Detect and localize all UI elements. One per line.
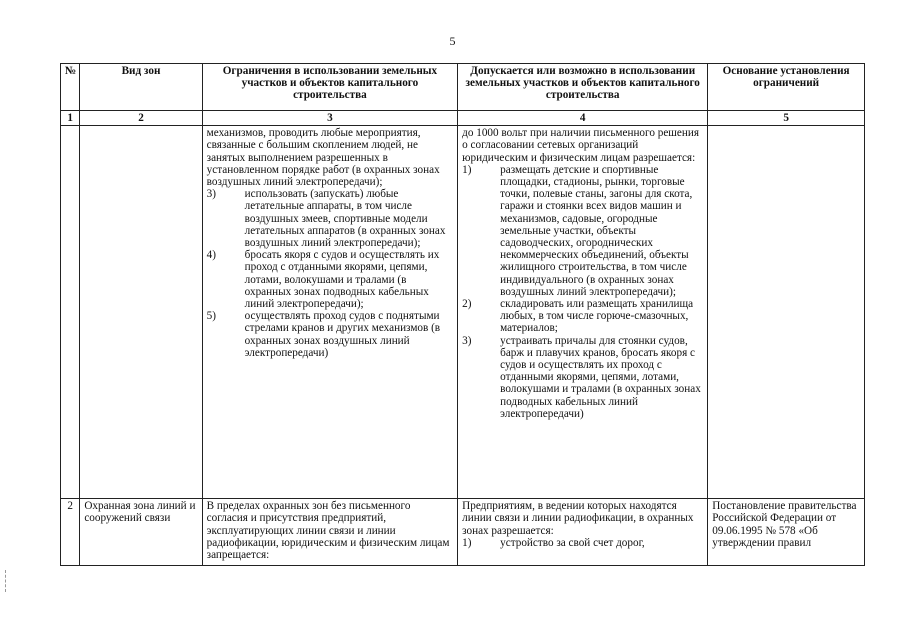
- list-item-number: 1): [462, 536, 472, 549]
- cell-zone: Охранная зона линий и сооружений связи: [80, 499, 202, 566]
- column-number: 5: [708, 111, 865, 126]
- page-number: 5: [449, 34, 456, 48]
- list-item: [462, 298, 703, 335]
- header-zone: Вид зон: [80, 64, 202, 111]
- list-item-text: устраивать причалы для стоянки судов, барж и плавучих кранов, бросать якоря с судов и осуществлять их проход с отданными якорями, цепями, лотами, волокушами и тралами (в охранных зонах подводных кабельных линий электропередачи): [500, 334, 701, 420]
- cell-basis: Постановление правительства Российской Федерации от 09.06.1995 № 578 «Об утверждении правил: [708, 499, 865, 566]
- zones-table: [60, 63, 865, 566]
- list-item: [207, 249, 453, 310]
- column-number: 1: [61, 111, 80, 126]
- cell-basis-empty: [708, 126, 865, 499]
- list-item-number: 3): [462, 334, 472, 347]
- list-item-text: складировать или размещать хранилища любых, в том числе горюче-смазочных, материалов;: [500, 298, 694, 335]
- cell-allowed: [458, 126, 708, 499]
- list-item: [207, 310, 453, 359]
- restrictions-lead: механизмов, проводить любые мероприятия, связанные с большим скоплением людей, не занятых выполнением разрешенных в установленном порядке работ (в охранных зонах воздушных линий электропередачи);: [206, 127, 440, 189]
- list-item-number: 1): [462, 163, 472, 176]
- list-item-text: бросать якоря с судов и осуществлять их проход с отданными якорями, цепями, лотами, волокушами и тралами (в охранных зонах подводных кабельных линий электропередачи);: [244, 249, 440, 311]
- cell-restrictions: В пределах охранных зон без письменного согласия и присутствия предприятий, эксплуатирующих линии связи и линии радиофикации, юридическим и физическим лицам запрещается:: [202, 499, 457, 566]
- column-number: 3: [202, 111, 457, 126]
- scan-artifact: [5, 570, 8, 592]
- list-item-text: устройство за свой счет дорог,: [500, 536, 645, 549]
- list-item: [462, 164, 703, 298]
- table-row-2: [61, 499, 865, 566]
- header-restrictions: Ограничения в использовании земельных участков и объектов капитального строительства: [202, 64, 457, 111]
- column-number: 4: [458, 111, 708, 126]
- cell-num: 2: [61, 499, 80, 566]
- list-item: [462, 537, 703, 549]
- header-basis: Основание установления ограничений: [708, 64, 865, 111]
- cell-allowed: [458, 499, 708, 566]
- list-item-number: 4): [206, 249, 216, 262]
- header-num: №: [61, 64, 80, 111]
- list-item-number: 2): [462, 298, 472, 311]
- column-number-row: [61, 111, 865, 126]
- list-item: [207, 188, 453, 249]
- allowed-lead: до 1000 вольт при наличии письменного решения о согласовании сетевых организаций юридическим и физическим лицам разрешается:: [462, 127, 699, 164]
- cell-zone-empty: [80, 126, 202, 499]
- list-item-text: размещать детские и спортивные площадки, стадионы, рынки, торговые точки, полевые станы, загоны для скота, гаражи и стоянки всех видов машин и механизмов, садовые, огородные земельные участки, объекты садоводческих, огороднических некоммерческих объединений, объекты жилищного строительства, в том числе индивидуального (в охранных зонах воздушных линий электропередачи);: [500, 163, 693, 298]
- header-allowed: Допускается или возможно в использовании земельных участков и объектов капитального строительства: [458, 64, 708, 111]
- list-item-text: использовать (запускать) любые летательные аппараты, в том числе воздушных змеев, спортивные модели летательных аппаратов (в охранных зонах воздушных линий электропередачи);: [244, 188, 446, 250]
- table-row-continued: [61, 126, 865, 499]
- list-item-number: 5): [206, 310, 216, 323]
- cell-restrictions: [202, 126, 457, 499]
- table-header-row: [61, 64, 865, 111]
- list-item-text: осуществлять проход судов с поднятыми стрелами кранов и других механизмов (в охранных зонах воздушных линий электропередачи): [244, 310, 441, 359]
- cell-num-empty: [61, 126, 80, 499]
- list-item: [462, 335, 703, 420]
- allowed-lead: Предприятиям, в ведении которых находятся линии связи и линии радиофикации, в охранных зонах разрешается:: [462, 500, 694, 537]
- column-number: 2: [80, 111, 202, 126]
- list-item-number: 3): [206, 188, 216, 201]
